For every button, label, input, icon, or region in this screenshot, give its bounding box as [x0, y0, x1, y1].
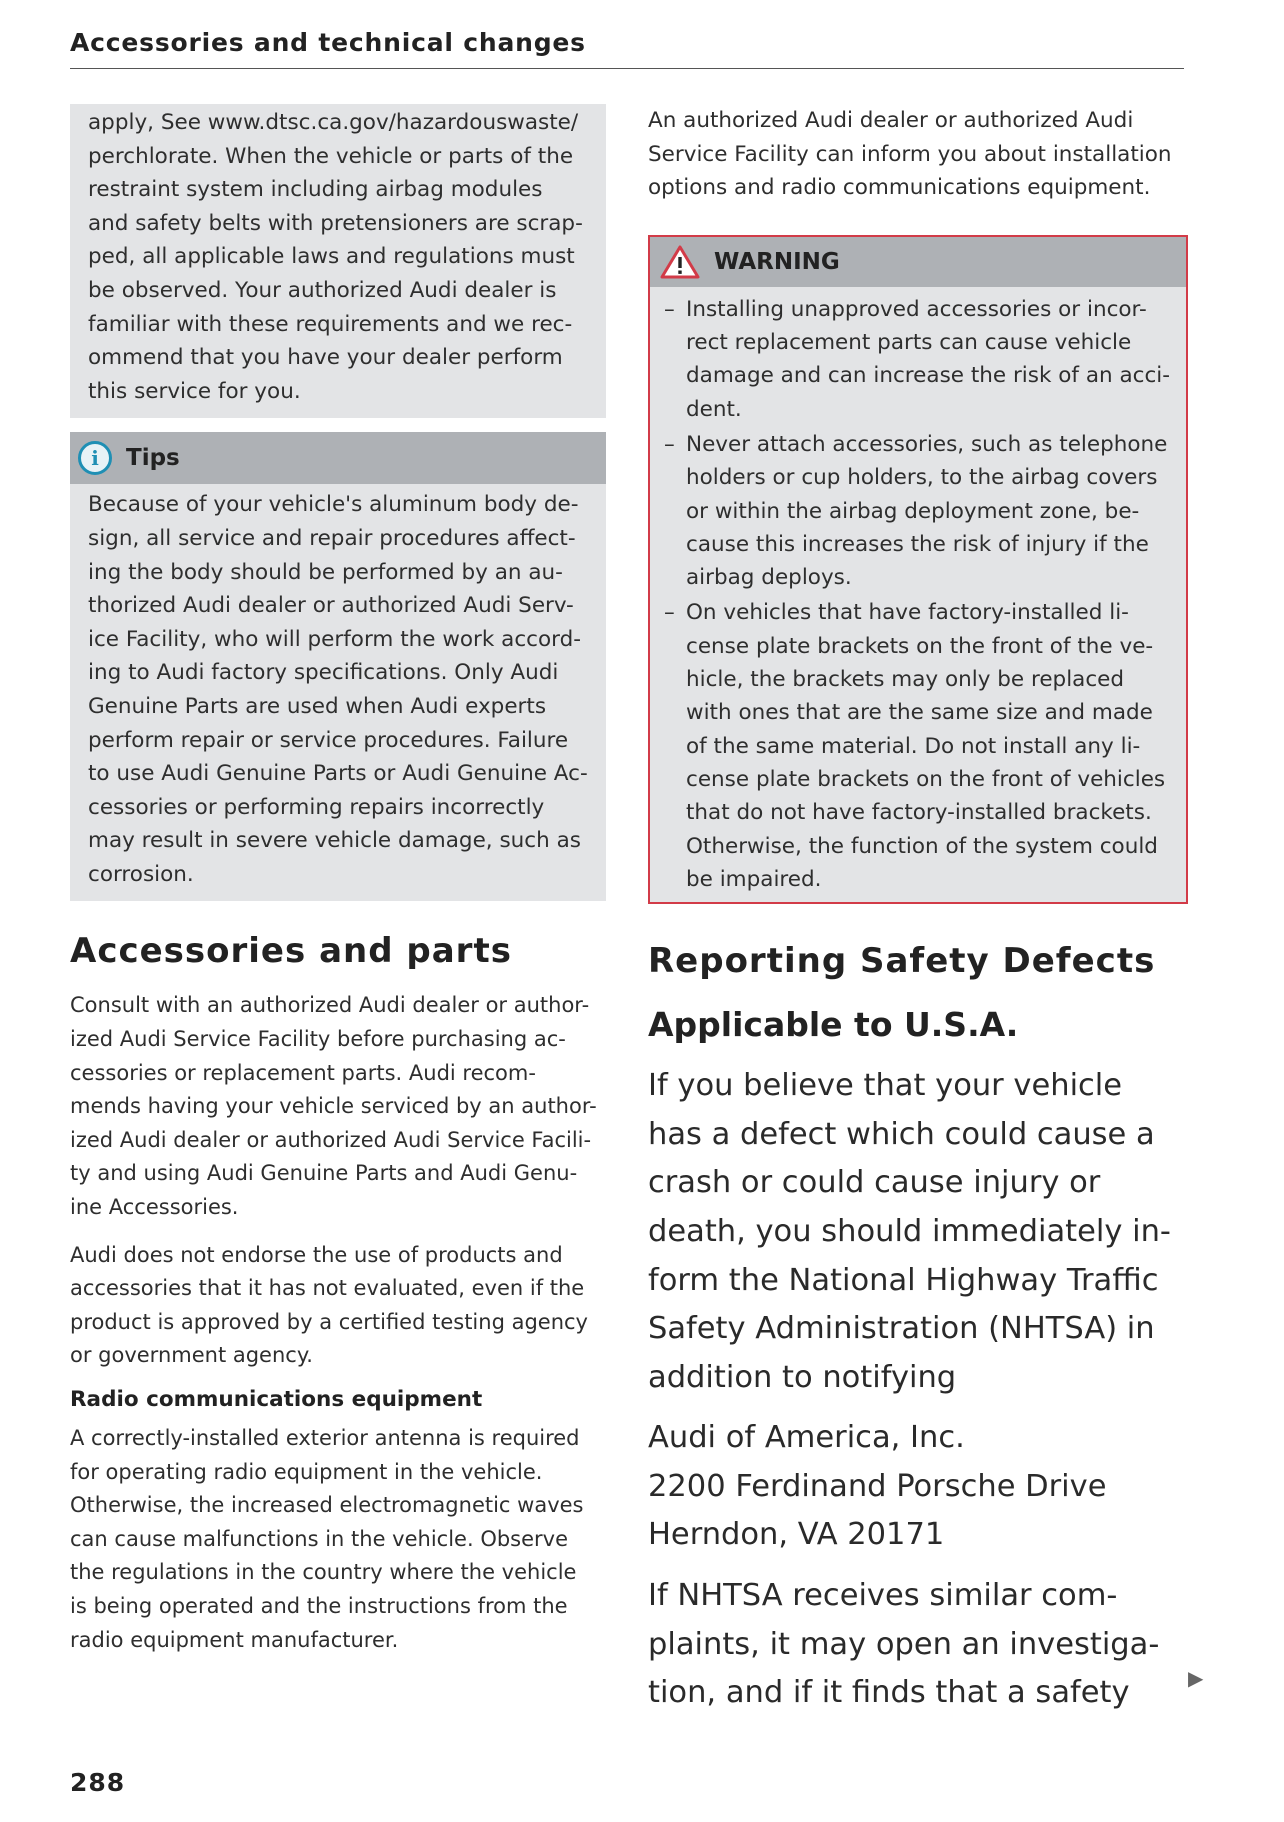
text-line: or government agency.: [70, 1343, 313, 1368]
info-icon: i: [78, 441, 112, 475]
note-line: ped, all applicable laws and regulations must: [88, 244, 575, 270]
header-divider: [70, 68, 1184, 69]
intro-paragraph: [648, 104, 1188, 205]
text-line: Installing unapproved accessories or incor-: [686, 296, 1147, 322]
text-line: holders or cup holders, to the airbag covers: [686, 465, 1158, 491]
text-line: ized Audi dealer or authorized Audi Service Facili-: [70, 1127, 592, 1152]
tips-text: [70, 484, 606, 901]
text-line: Consult with an authorized Audi dealer or author-: [70, 993, 590, 1018]
text-line: A correctly-installed exterior antenna is required: [70, 1426, 580, 1450]
subheading-radio: Radio communications equipment: [70, 1387, 483, 1412]
tips-line: may result in severe vehicle damage, such as: [88, 828, 581, 854]
tips-line: cessories or performing repairs incorrectly: [88, 794, 545, 820]
text-line: tion, and if it finds that a safety: [648, 1675, 1130, 1711]
tips-line: perform repair or service procedures. Failure: [88, 727, 569, 753]
text-line: of the same material. Do not install any li-: [686, 733, 1141, 759]
page-number: 288: [70, 1768, 126, 1797]
text-line: An authorized Audi dealer or authorized Audi: [648, 108, 1134, 133]
text-line: accessories that it has not evaluated, even if the: [70, 1276, 585, 1301]
note-line: this service for you.: [88, 378, 301, 404]
text-line: addition to notifying: [648, 1359, 957, 1395]
text-line: plaints, it may open an investiga-: [648, 1626, 1160, 1662]
text-line: form the National Highway Traffic: [648, 1262, 1159, 1298]
text-line: cause this increases the risk of injury if the: [686, 531, 1149, 557]
warning-item: [664, 428, 1170, 594]
warning-box: [648, 235, 1188, 904]
text-line: is being operated and the instructions from the: [70, 1593, 568, 1618]
text-line: Audi does not endorse the use of products and: [70, 1242, 563, 1267]
note-text: [70, 104, 606, 418]
text-line: that do not have factory-installed brackets.: [686, 800, 1152, 826]
address-line: Herndon, VA 20171: [648, 1517, 945, 1553]
tips-line: ice Facility, who will perform the work accord-: [88, 626, 582, 652]
text-line: the regulations in the country where the vehicle: [70, 1560, 577, 1585]
text-line: cessories or replacement parts. Audi recom-: [70, 1060, 536, 1085]
warning-item: [664, 596, 1170, 896]
text-line: ty and using Audi Genuine Parts and Audi Genu-: [70, 1161, 578, 1186]
tips-line: to use Audi Genuine Parts or Audi Genuine Ac-: [88, 761, 588, 787]
tips-label: Tips: [126, 445, 180, 472]
section-title-accessories: Accessories and parts: [70, 931, 512, 972]
text-line: rect replacement parts can cause vehicle: [686, 330, 1132, 356]
note-box: [70, 104, 606, 418]
running-header: Accessories and technical changes: [70, 28, 586, 57]
text-line: If you believe that your vehicle: [648, 1068, 1123, 1104]
text-line: be impaired.: [686, 866, 822, 892]
tips-line: ing to Audi factory specifications. Only Audi: [88, 660, 559, 686]
text-line: options and radio communications equipment.: [648, 175, 1151, 201]
note-line: and safety belts with pretensioners are scrap-: [88, 210, 583, 236]
reporting-paragraph-1: [648, 1062, 1188, 1402]
text-line: Otherwise, the increased electromagnetic waves: [70, 1493, 584, 1518]
text-line: can cause malfunctions in the vehicle. Observe: [70, 1526, 569, 1551]
text-line: Never attach accessories, such as telephone: [686, 431, 1168, 457]
text-line: radio equipment manufacturer.: [70, 1627, 399, 1652]
text-line: Safety Administration (NHTSA) in: [648, 1311, 1155, 1347]
text-line: hicle, the brackets may only be replaced: [686, 667, 1125, 693]
text-line: If NHTSA receives similar com-: [648, 1578, 1118, 1614]
text-line: airbag deploys.: [686, 565, 852, 591]
tips-line: Genuine Parts are used when Audi experts: [88, 693, 547, 719]
text-line: or within the airbag deployment zone, be-: [686, 498, 1140, 524]
text-line: with ones that are the same size and made: [686, 700, 1153, 726]
tips-line: ing the body should be performed by an au-: [88, 559, 563, 585]
text-line: Otherwise, the function of the system could: [686, 833, 1158, 859]
right-column: [648, 104, 1188, 1730]
dash-bullet: –: [664, 600, 675, 626]
tips-line: corrosion.: [88, 861, 194, 887]
note-line: familiar with these requirements and we rec-: [88, 311, 573, 337]
text-line: ine Accessories.: [70, 1195, 239, 1220]
address-line: Audi of America, Inc.: [648, 1420, 965, 1456]
text-line: crash or could cause injury or: [648, 1165, 1101, 1201]
dash-bullet: –: [664, 296, 675, 322]
left-column: [70, 104, 606, 1671]
applicability-note: Applicable to U.S.A.: [648, 1005, 1019, 1045]
warning-label: WARNING: [714, 248, 840, 275]
text-line: Service Facility can inform you about installation: [648, 141, 1172, 167]
text-line: mends having your vehicle serviced by an author-: [70, 1094, 597, 1119]
section-title-reporting: Reporting Safety Defects: [648, 941, 1156, 982]
text-line: has a defect which could cause a: [648, 1116, 1155, 1152]
note-line: ommend that you have your dealer perform: [88, 345, 563, 371]
radio-paragraph: [70, 1422, 606, 1657]
accessories-paragraph-1: [70, 989, 606, 1224]
warning-header: [650, 237, 1186, 287]
dash-bullet: –: [664, 431, 675, 457]
text-line: cense plate brackets on the front of the ve-: [686, 633, 1154, 659]
warning-list: [650, 287, 1186, 902]
mailing-address: [648, 1414, 1188, 1560]
note-line: apply, See www.dtsc.ca.gov/hazardouswaste/: [88, 110, 579, 135]
text-line: dent.: [686, 396, 742, 422]
accessories-paragraph-2: [70, 1239, 606, 1373]
tips-box: [70, 432, 606, 901]
tips-line: sign, all service and repair procedures affect-: [88, 525, 576, 551]
warning-item: [664, 293, 1170, 426]
continue-arrow-icon: ▶: [1188, 1666, 1204, 1690]
tips-line: Because of your vehicle's aluminum body de-: [88, 492, 579, 518]
text-line: damage and can increase the risk of an acci-: [686, 363, 1171, 389]
text-line: for operating radio equipment in the vehicle.: [70, 1459, 543, 1484]
text-line: ized Audi Service Facility before purchasing ac-: [70, 1027, 566, 1052]
tips-header: [70, 432, 606, 484]
note-line: restraint system including airbag modules: [88, 177, 543, 203]
warning-triangle-icon: [660, 245, 700, 279]
address-line: 2200 Ferdinand Porsche Drive: [648, 1468, 1107, 1504]
text-line: death, you should immediately in-: [648, 1213, 1171, 1249]
reporting-paragraph-2: [648, 1572, 1188, 1718]
text-line: cense plate brackets on the front of vehicles: [686, 766, 1166, 792]
note-line: be observed. Your authorized Audi dealer is: [88, 277, 557, 303]
text-line: On vehicles that have factory-installed li-: [686, 600, 1129, 626]
tips-line: thorized Audi dealer or authorized Audi Serv-: [88, 593, 574, 619]
note-line: perchlorate. When the vehicle or parts of the: [88, 143, 574, 169]
text-line: product is approved by a certified testing agency: [70, 1309, 588, 1334]
